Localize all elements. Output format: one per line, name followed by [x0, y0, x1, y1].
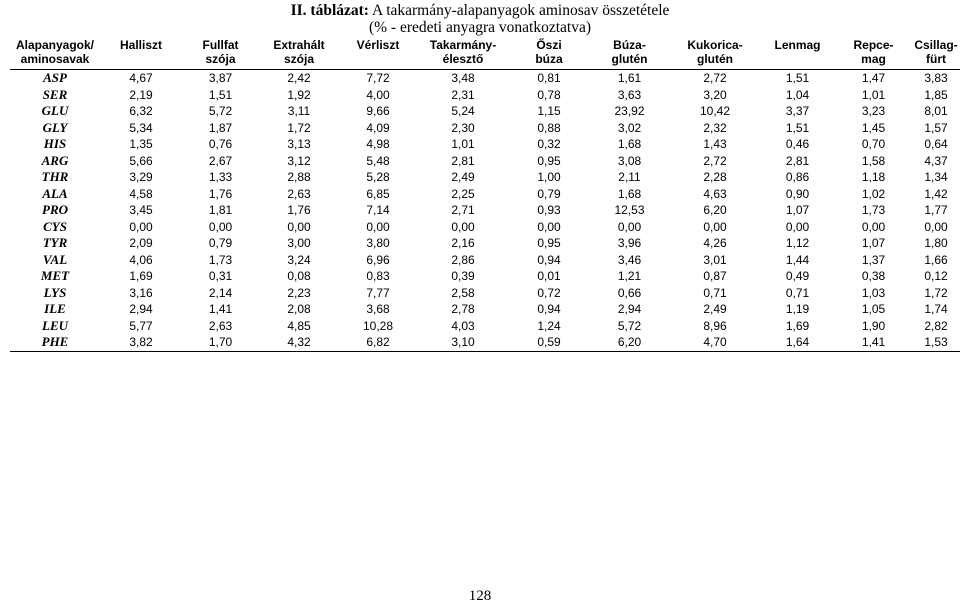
table-cell: 6,82: [339, 334, 417, 351]
table-cell: 0,00: [703, 219, 727, 234]
table-cell: 4,03: [451, 318, 475, 333]
table-cell: 1,81: [208, 203, 233, 217]
table-cell: 3,82: [100, 334, 182, 351]
table-cell: 0,32: [537, 137, 561, 151]
column-header-line: búza: [535, 52, 563, 66]
table-cell: 1,58: [861, 153, 886, 168]
table-cell: 2,81: [451, 153, 475, 168]
row-label: ASP: [43, 70, 67, 85]
table-cell: 12,53: [614, 203, 645, 217]
table-cell: 5,28: [366, 170, 390, 184]
table-cell: 0,08: [287, 269, 311, 283]
table-cell: 1,00: [537, 170, 561, 184]
column-header-line: élesztő: [442, 52, 484, 66]
table-row: [10, 169, 960, 186]
table-cell: 4,85: [287, 318, 311, 333]
table-cell: 1,64: [760, 334, 835, 351]
table-cell: 3,68: [366, 302, 390, 316]
table-row: [10, 153, 960, 170]
table-cell: 2,32: [703, 120, 727, 135]
column-header: [182, 38, 259, 70]
table-cell: 2,11: [618, 170, 641, 184]
table-cell: 1,57: [924, 120, 948, 135]
table-cell: 2,78: [451, 302, 475, 316]
table-cell: 4,98: [366, 137, 390, 151]
table-cell: 0,00: [208, 219, 233, 234]
table-cell: 3,00: [287, 236, 311, 250]
table-cell: 0,72: [537, 285, 561, 300]
table-cell: 3,12: [287, 153, 311, 168]
table-cell: 0,00: [129, 219, 153, 234]
table-cell: 6,96: [366, 252, 390, 267]
table-cell: 1,66: [924, 252, 948, 267]
table-cell: 3,24: [287, 252, 311, 267]
column-header-line: Alapanyagok/: [15, 38, 95, 52]
table-cell: 2,81: [785, 153, 810, 168]
table-cell: 0,38: [861, 269, 886, 283]
table-cell: 3,11: [287, 104, 311, 118]
table-cell: 1,01: [451, 137, 475, 151]
table-cell: 2,72: [703, 153, 727, 168]
table-cell: 4,63: [703, 186, 727, 201]
table-cell: 1,37: [861, 252, 886, 267]
table-cell: 2,30: [451, 120, 475, 135]
table-cell: 1,43: [703, 137, 727, 151]
table-cell: 2,16: [451, 236, 475, 250]
column-header-line: szója: [283, 52, 314, 66]
row-label: GLY: [42, 119, 68, 135]
table-cell: 3,20: [703, 87, 727, 102]
table-row: [10, 252, 960, 269]
column-header-line: Vérliszt: [356, 38, 400, 52]
table-cell: 3,10: [417, 334, 509, 351]
table-cell: 2,88: [287, 170, 311, 184]
column-header: [670, 38, 760, 70]
table-row: [10, 120, 960, 137]
header-row: [10, 38, 960, 70]
table-cell: 2,94: [617, 302, 642, 316]
table-cell: 1,53: [912, 334, 960, 351]
table-cell: 1,05: [861, 302, 886, 316]
table-cell: 3,16: [129, 285, 153, 300]
table-cell: 3,13: [287, 137, 311, 151]
table-cell: 1,70: [182, 334, 259, 351]
table-cell: 4,70: [670, 334, 760, 351]
table-cell: 1,92: [287, 87, 311, 102]
table-cell: 0,90: [785, 186, 810, 201]
table-title: [0, 2, 960, 36]
table-cell: 1,41: [835, 334, 912, 351]
table-cell: 1,69: [785, 318, 810, 333]
table-row: [10, 334, 960, 351]
table-cell: 6,20: [589, 334, 670, 351]
table-cell: 4,37: [924, 153, 948, 168]
column-header-line: [760, 52, 835, 66]
table-cell: 0,49: [785, 269, 810, 283]
row-label: SER: [42, 86, 68, 102]
table-cell: 4,67: [129, 71, 153, 85]
table-cell: 0,00: [861, 219, 886, 234]
table-cell: 1,90: [861, 318, 886, 333]
table-cell: 5,77: [129, 318, 153, 333]
table-cell: 23,92: [614, 104, 645, 118]
table-cell: 3,87: [208, 71, 233, 85]
table-cell: 2,14: [208, 285, 233, 300]
table-cell: 0,00: [924, 219, 948, 234]
table-cell: 1,72: [924, 285, 948, 300]
table-cell: 2,58: [451, 285, 475, 300]
amino-acid-table: [10, 38, 960, 352]
column-header-line: Kukorica-: [687, 38, 743, 52]
page-number: 128: [468, 588, 492, 604]
table-cell: 5,48: [366, 153, 390, 168]
table-cell: 0,71: [785, 285, 810, 300]
column-header-line: aminosavak: [20, 52, 90, 66]
row-label: PHE: [10, 334, 100, 351]
table-row: [10, 70, 960, 87]
table-cell: 9,66: [366, 104, 390, 118]
table-cell: 2,94: [129, 302, 153, 316]
column-header-line: szója: [205, 52, 236, 66]
column-header: [760, 38, 835, 70]
table-row: [10, 186, 960, 203]
column-header: [509, 38, 589, 70]
column-header: [100, 38, 182, 70]
row-label: GLU: [41, 103, 69, 118]
table-cell: 1,12: [785, 236, 810, 250]
table-cell: 3,01: [703, 252, 727, 267]
table-row: [10, 235, 960, 252]
table-cell: 0,86: [785, 170, 810, 184]
table-cell: 1,72: [287, 120, 311, 135]
table-cell: 1,04: [785, 87, 810, 102]
table-cell: 1,02: [861, 186, 886, 201]
table-cell: 0,81: [537, 71, 561, 85]
table-cell: 3,29: [129, 170, 153, 184]
table-cell: 2,49: [451, 170, 475, 184]
table-cell: 1,74: [924, 302, 948, 316]
table-cell: 0,79: [537, 186, 561, 201]
column-header-line: mag: [861, 52, 886, 66]
table-cell: 0,71: [703, 285, 727, 300]
table-cell: 2,63: [287, 186, 311, 201]
table-cell: 6,85: [366, 186, 390, 201]
table-cell: 0,83: [366, 269, 390, 283]
table-cell: 3,37: [785, 104, 810, 118]
table-cell: 0,00: [366, 219, 390, 234]
table-cell: 3,45: [129, 203, 153, 217]
column-header: [259, 38, 339, 70]
table-cell: 2,42: [287, 71, 311, 85]
table-cell: 1,76: [208, 186, 233, 201]
table-cell: 1,45: [861, 120, 886, 135]
table-cell: 1,19: [785, 302, 810, 316]
table-cell: 3,83: [924, 71, 948, 85]
column-header: [417, 38, 509, 70]
row-label: ALA: [42, 185, 68, 201]
table-cell: 4,00: [366, 87, 390, 102]
table-cell: 0,95: [537, 236, 561, 250]
row-label: ILE: [44, 301, 66, 316]
row-label: MET: [40, 268, 70, 283]
table-cell: 1,61: [617, 71, 642, 85]
table-cell: 8,01: [924, 104, 948, 118]
column-header-line: Lenmag: [774, 38, 821, 52]
table-cell: 3,08: [617, 153, 642, 168]
table-cell: 7,77: [366, 285, 390, 300]
table-cell: 1,68: [617, 186, 642, 201]
table-cell: 2,19: [129, 87, 153, 102]
table-row: [10, 285, 960, 302]
table-cell: 3,23: [861, 104, 886, 118]
table-row: [10, 318, 960, 335]
table-cell: 1,42: [924, 186, 948, 201]
table-cell: 1,24: [537, 318, 561, 333]
table-cell: 1,68: [617, 137, 642, 151]
row-label: THR: [41, 169, 69, 184]
table-cell: 8,96: [703, 318, 727, 333]
table-row: [10, 87, 960, 104]
table-cell: 1,18: [861, 170, 886, 184]
table-cell: 0,64: [924, 137, 948, 151]
table-cell: 1,77: [924, 203, 948, 217]
table-cell: 4,32: [259, 334, 339, 351]
table-body: [10, 70, 960, 352]
table-cell: 1,73: [208, 252, 233, 267]
table-cell: 1,87: [208, 120, 233, 135]
table-cell: 2,31: [451, 87, 475, 102]
row-label: LEU: [42, 317, 68, 333]
column-header: [339, 38, 417, 70]
table-cell: 7,72: [366, 71, 390, 85]
column-header-line: Halliszt: [119, 38, 162, 52]
table-cell: 2,71: [451, 203, 475, 217]
table-cell: 2,23: [287, 285, 311, 300]
row-label: LYS: [43, 284, 67, 300]
column-header-row-labels: [10, 38, 100, 70]
table-cell: 1,69: [129, 269, 153, 283]
table-cell: 4,58: [129, 186, 153, 201]
table-cell: 2,49: [703, 302, 727, 316]
column-header-line: Csillag-: [914, 38, 958, 52]
table-cell: 0,12: [924, 269, 948, 283]
column-header-line: Extrahált: [273, 38, 325, 52]
table-cell: 2,28: [703, 170, 727, 184]
column-header-line: fürt: [926, 52, 946, 66]
table-cell: 2,08: [287, 302, 311, 316]
table-cell: 0,00: [785, 219, 810, 234]
table-cell: 0,78: [537, 87, 561, 102]
column-header: [912, 38, 960, 70]
table-cell: 4,09: [366, 120, 390, 135]
table-cell: 3,48: [451, 71, 475, 85]
table-row: [10, 136, 960, 153]
column-header-line: Fullfat: [202, 38, 239, 52]
column-header-line: Repce-: [853, 38, 894, 52]
table-row: [10, 268, 960, 285]
table-cell: 2,09: [129, 236, 153, 250]
table-cell: 1,01: [861, 87, 886, 102]
table-cell: 1,03: [861, 285, 886, 300]
table-subtitle: (% - eredeti anyagra vonatkoztatva): [368, 19, 592, 36]
table-title-line: [0, 2, 960, 19]
table-cell: 0,46: [785, 137, 810, 151]
table-cell: 1,51: [785, 71, 810, 85]
table-cell: 0,00: [287, 219, 311, 234]
table-cell: 5,72: [617, 318, 642, 333]
table-caption: A takarmány-alapanyagok aminosav összetétele: [368, 2, 670, 19]
column-header-line: [100, 52, 182, 66]
table-cell: 6,20: [703, 203, 727, 217]
table-cell: 1,51: [785, 120, 810, 135]
table-cell: 3,46: [617, 252, 642, 267]
table-cell: 1,07: [861, 236, 886, 250]
table-cell: 1,34: [924, 170, 948, 184]
table-cell: 3,63: [617, 87, 642, 102]
row-label: VAL: [42, 251, 68, 267]
table-cell: 3,96: [617, 236, 642, 250]
table-cell: 1,07: [785, 203, 810, 217]
table-cell: 2,82: [924, 318, 948, 333]
table-cell: 2,67: [208, 153, 233, 168]
table-cell: 2,25: [451, 186, 475, 201]
table-cell: 10,28: [362, 318, 394, 333]
table-cell: 5,34: [129, 120, 153, 135]
table-cell: 0,87: [703, 269, 727, 283]
table-cell: 0,88: [537, 120, 561, 135]
table-cell: 1,35: [129, 137, 153, 151]
column-header-line: Őszi: [536, 38, 562, 52]
column-header-line: Takarmány-: [429, 38, 497, 52]
table-row: [10, 301, 960, 318]
table-cell: 1,76: [287, 203, 311, 217]
column-header-line: Búza-: [613, 38, 646, 52]
table-cell: 0,59: [509, 334, 589, 351]
table-row: [10, 219, 960, 236]
row-label: TYR: [42, 235, 68, 250]
table-cell: 0,66: [617, 285, 642, 300]
column-header-line: glutén: [611, 52, 648, 66]
table-cell: 6,32: [129, 104, 153, 118]
table-cell: 0,94: [537, 302, 561, 316]
table-cell: 1,80: [924, 236, 948, 250]
table-cell: 0,79: [208, 236, 233, 250]
table-cell: 0,70: [861, 137, 886, 151]
table-cell: 0,01: [537, 269, 561, 283]
row-label: ARG: [41, 152, 69, 168]
table-cell: 0,39: [451, 269, 475, 283]
table-cell: 5,24: [451, 104, 475, 118]
column-header-line: [339, 52, 417, 66]
table-cell: 0,00: [537, 219, 561, 234]
table-cell: 2,72: [703, 71, 727, 85]
table-cell: 0,93: [537, 203, 561, 217]
table-number: II. táblázat:: [290, 2, 369, 19]
row-label: CYS: [43, 218, 67, 234]
table-cell: 1,73: [861, 203, 886, 217]
table-cell: 0,76: [208, 137, 233, 151]
table-cell: 0,95: [537, 153, 561, 168]
table-cell: 1,33: [208, 170, 233, 184]
table-cell: 4,06: [129, 252, 153, 267]
table-cell: 10,42: [699, 104, 731, 118]
table-cell: 4,26: [703, 236, 727, 250]
table-cell: 5,66: [129, 153, 153, 168]
table-cell: 0,00: [617, 219, 642, 234]
table-cell: 7,14: [366, 203, 390, 217]
table-cell: 0,31: [208, 269, 233, 283]
table-cell: 1,41: [208, 302, 233, 316]
table-cell: 2,63: [208, 318, 233, 333]
table-cell: 0,00: [451, 219, 475, 234]
table-cell: 3,02: [617, 120, 642, 135]
row-label: PRO: [42, 202, 68, 217]
column-header-line: glutén: [697, 52, 733, 66]
table-cell: 3,80: [366, 236, 390, 250]
table-row: [10, 103, 960, 120]
table-cell: 5,72: [208, 104, 233, 118]
table-row: [10, 202, 960, 219]
table-cell: 1,47: [861, 71, 886, 85]
table-cell: 1,44: [785, 252, 810, 267]
column-header: [835, 38, 912, 70]
table-cell: 1,51: [208, 87, 233, 102]
row-label: HIS: [43, 136, 67, 151]
table-cell: 1,85: [924, 87, 948, 102]
column-header: [589, 38, 670, 70]
table-cell: 2,86: [451, 252, 475, 267]
table-cell: 1,21: [617, 269, 642, 283]
table-cell: 0,94: [537, 252, 561, 267]
table-cell: 1,15: [537, 104, 561, 118]
